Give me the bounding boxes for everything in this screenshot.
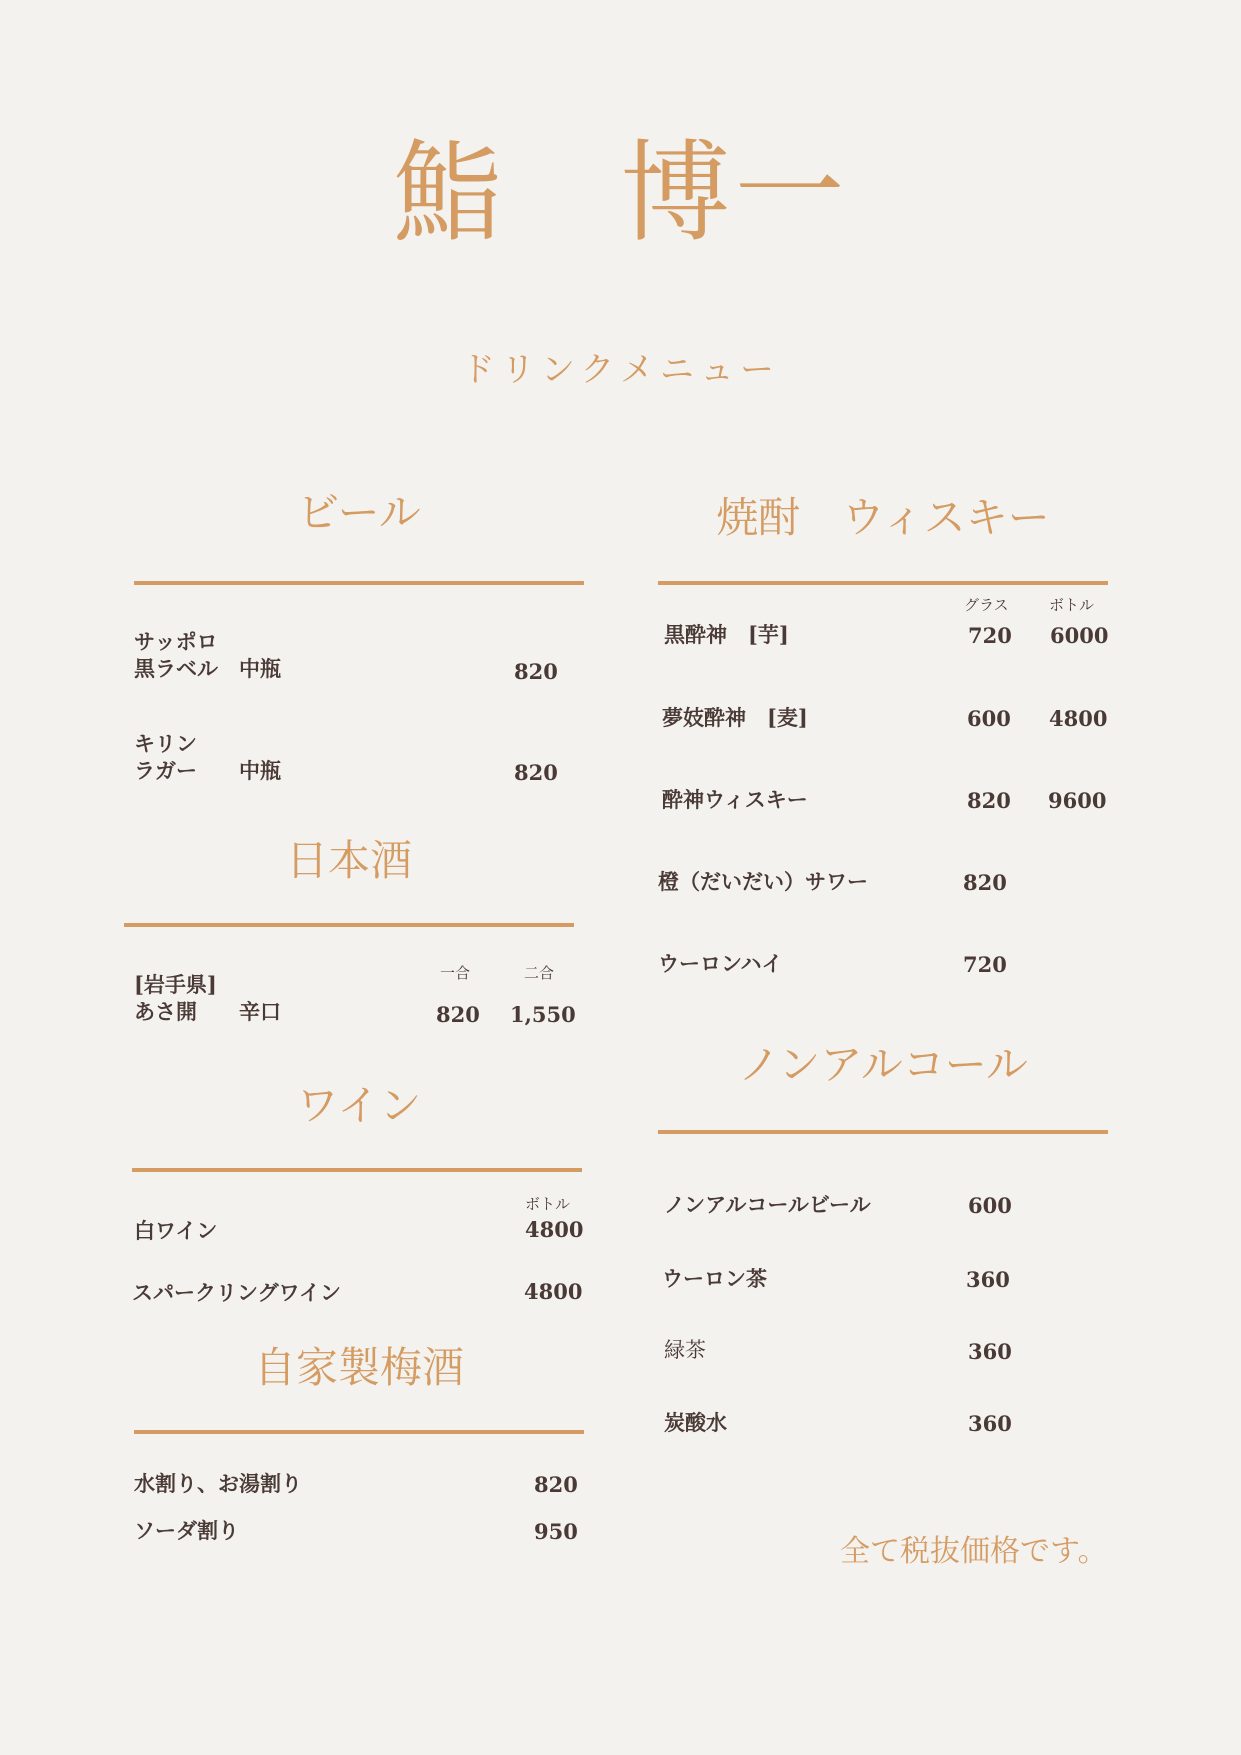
sake-col-header-nigo: 二合	[524, 964, 555, 982]
umeshu-item-price: 950	[534, 1519, 578, 1544]
nonalcohol-item-name: 緑茶	[664, 1338, 706, 1362]
umeshu-divider	[134, 1430, 584, 1434]
wine-item-name: スパークリングワイン	[132, 1280, 341, 1305]
wine-divider	[132, 1168, 582, 1172]
beer-section-title: ビール	[297, 488, 421, 537]
nonalcohol-item-price: 360	[968, 1339, 1012, 1364]
umeshu-item-price: 820	[534, 1472, 578, 1497]
umeshu-item-name: ソーダ割り	[134, 1518, 239, 1543]
sake-item-price-ichigo: 820	[436, 1002, 480, 1027]
wine-item-name: 白ワイン	[134, 1218, 218, 1243]
shochu-item-name: 黒酔神 [芋]	[664, 622, 789, 647]
beer-divider	[134, 581, 584, 585]
nonalcohol-item-name: ウーロン茶	[662, 1266, 767, 1291]
umeshu-item-name: 水割り、お湯割り	[134, 1471, 302, 1496]
umeshu-section-title: 自家製梅酒	[253, 1343, 464, 1392]
shochu-item-price-glass: 820	[963, 870, 1007, 895]
tax-note: 全て税抜価格です。	[840, 1534, 1108, 1569]
beer-item-price: 820	[514, 659, 558, 684]
sake-section-title: 日本酒	[285, 836, 412, 885]
nonalcohol-item-name: 炭酸水	[664, 1410, 727, 1435]
wine-item-price: 4800	[524, 1279, 583, 1304]
nonalcohol-item-price: 600	[968, 1193, 1012, 1218]
shochu-item-name: ウーロンハイ	[658, 951, 783, 976]
wine-item-price: 4800	[525, 1217, 584, 1242]
sake-col-header-ichigo: 一合	[440, 964, 471, 982]
shochu-item-price-bottle: 4800	[1049, 706, 1108, 731]
shochu-item-price-bottle: 9600	[1048, 788, 1107, 813]
nonalcohol-item-price: 360	[966, 1267, 1010, 1292]
menu-subtitle: ドリンクメニュー	[461, 350, 780, 390]
beer-item-name: キリン ラガー 中瓶	[134, 731, 281, 784]
sake-divider	[124, 923, 574, 927]
shochu-item-price-glass: 720	[968, 623, 1012, 648]
shochu-divider	[658, 581, 1108, 585]
shochu-section-title: 焼酎 ウィスキー	[716, 493, 1050, 542]
nonalcohol-item-price: 360	[968, 1411, 1012, 1436]
sake-item-name: [岩手県] あさ開 辛口	[134, 972, 281, 1025]
beer-item-name: サッポロ 黒ラベル 中瓶	[134, 629, 281, 682]
shochu-col-header-glass: グラス	[964, 596, 1009, 614]
nonalcohol-divider	[658, 1130, 1108, 1134]
nonalcohol-item-name: ノンアルコールビール	[664, 1192, 871, 1217]
shochu-item-name: 酔神ウィスキー	[662, 787, 808, 812]
shochu-item-price-bottle: 6000	[1050, 623, 1109, 648]
shochu-item-price-glass: 720	[963, 952, 1007, 977]
shochu-item-name: 夢妓酔神 [麦]	[662, 705, 808, 730]
shochu-item-name: 橙（だいだい）サワー	[658, 869, 868, 894]
sake-item-price-nigo: 1,550	[510, 1002, 576, 1027]
shochu-item-price-glass: 820	[967, 788, 1011, 813]
wine-section-title: ワイン	[296, 1081, 422, 1130]
beer-item-price: 820	[514, 760, 558, 785]
nonalcohol-section-title: ノンアルコール	[738, 1040, 1028, 1089]
shochu-col-header-bottle: ボトル	[1049, 596, 1095, 614]
restaurant-title: 鮨 博一	[392, 129, 849, 257]
shochu-item-price-glass: 600	[967, 706, 1011, 731]
wine-col-header-bottle: ボトル	[525, 1195, 571, 1213]
